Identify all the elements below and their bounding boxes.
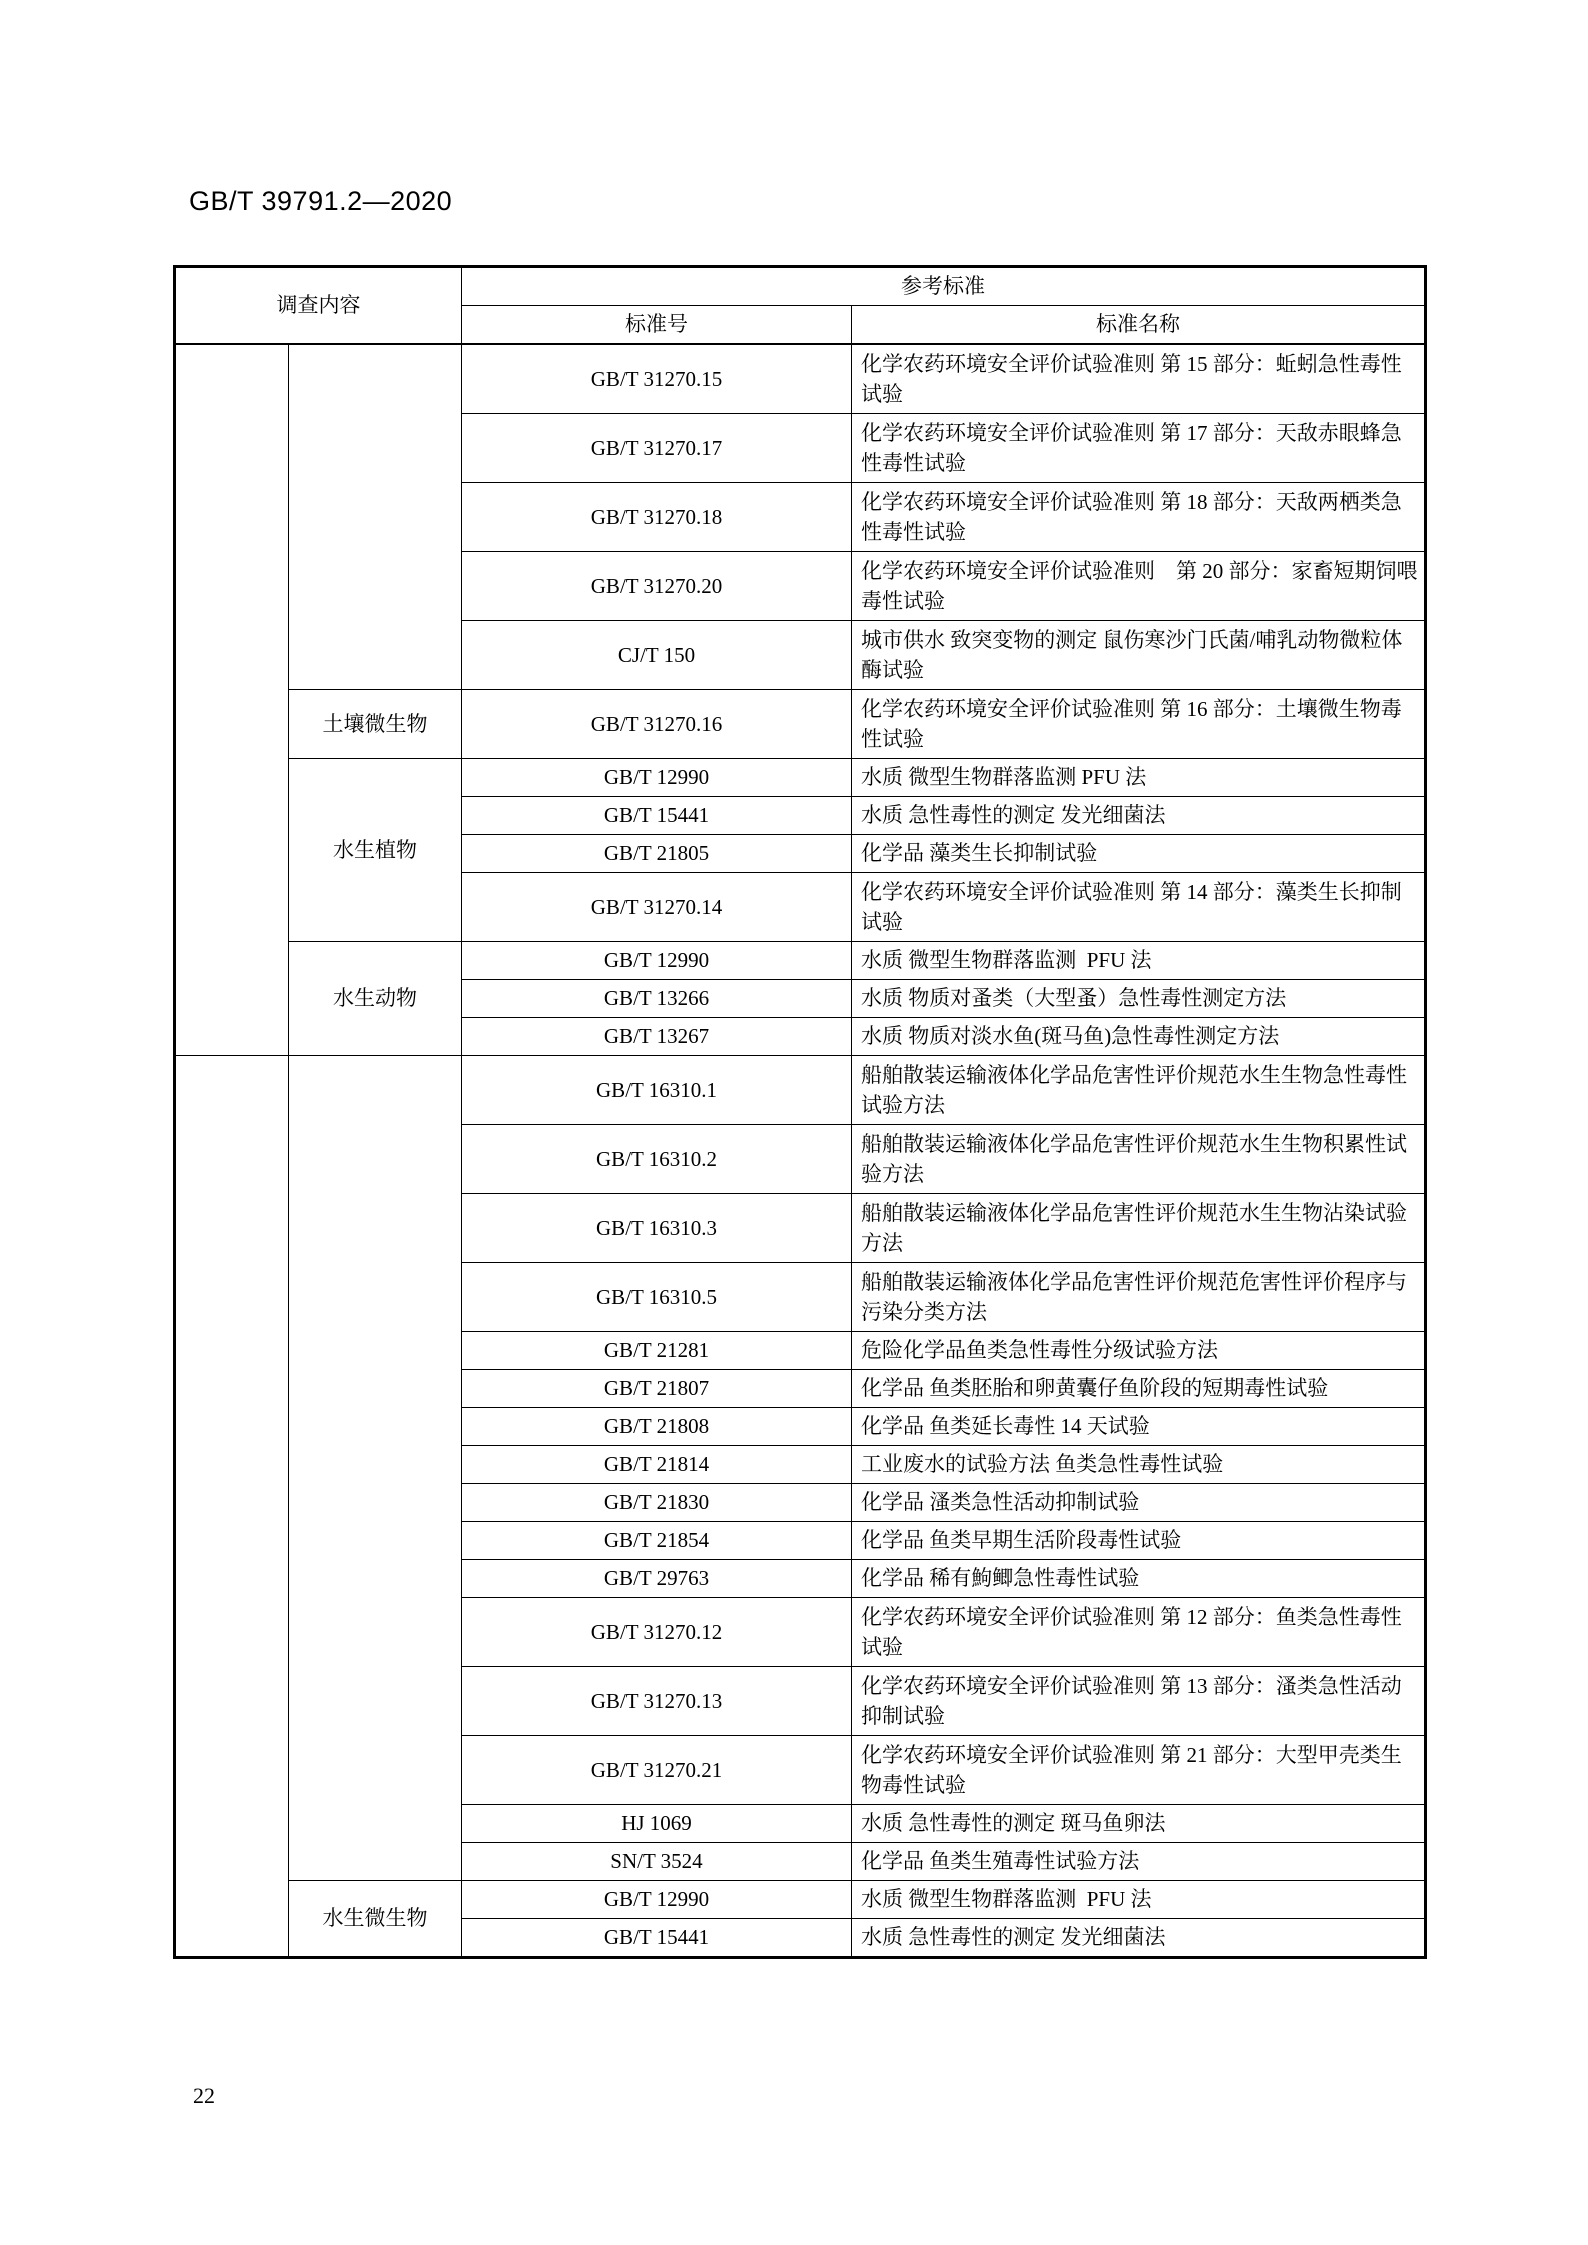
standard-name-cell: 水质 急性毒性的测定 发光细菌法 — [852, 797, 1426, 835]
table-row — [175, 1056, 1426, 1125]
standard-name-cell: 化学品 藻类生长抑制试验 — [852, 835, 1426, 873]
standard-number-cell: GB/T 15441 — [462, 797, 852, 835]
standard-name-cell: 化学农药环境安全评价试验准则 第 13 部分：溞类急性活动抑制试验 — [852, 1667, 1426, 1736]
standard-number-cell: GB/T 31270.21 — [462, 1736, 852, 1805]
standard-name-cell: 化学品 鱼类延长毒性 14 天试验 — [852, 1408, 1426, 1446]
standard-number-cell: GB/T 21814 — [462, 1446, 852, 1484]
table-header — [175, 267, 1426, 345]
standard-number-cell: GB/T 21805 — [462, 835, 852, 873]
standard-name-cell: 城市供水 致突变物的测定 鼠伤寒沙门氏菌/哺乳动物微粒体酶试验 — [852, 621, 1426, 690]
survey-category-cell: 水生微生物 — [289, 1881, 462, 1958]
standard-name-cell: 船舶散装运输液体化学品危害性评价规范水生生物积累性试验方法 — [852, 1125, 1426, 1194]
standard-number-cell: GB/T 31270.16 — [462, 690, 852, 759]
survey-category-cell: 水生动物 — [289, 942, 462, 1056]
table-row — [175, 1881, 1426, 1919]
standard-name-cell: 船舶散装运输液体化学品危害性评价规范危害性评价程序与污染分类方法 — [852, 1263, 1426, 1332]
survey-group-cell — [175, 344, 289, 1056]
standard-number-cell: GB/T 16310.5 — [462, 1263, 852, 1332]
page-number: 22 — [193, 2083, 215, 2108]
standard-number-cell: GB/T 16310.1 — [462, 1056, 852, 1125]
survey-category-cell — [289, 1056, 462, 1881]
survey-category-cell — [289, 344, 462, 690]
standard-number-cell: GB/T 21808 — [462, 1408, 852, 1446]
table-row — [175, 690, 1426, 759]
standard-number-cell: HJ 1069 — [462, 1805, 852, 1843]
standard-name-cell: 化学农药环境安全评价试验准则 第 15 部分：蚯蚓急性毒性试验 — [852, 344, 1426, 414]
standard-name-cell: 化学品 溞类急性活动抑制试验 — [852, 1484, 1426, 1522]
standard-number-cell: GB/T 31270.14 — [462, 873, 852, 942]
survey-group-cell — [175, 1056, 289, 1958]
standard-name-cell: 工业废水的试验方法 鱼类急性毒性试验 — [852, 1446, 1426, 1484]
standard-number-cell: GB/T 31270.13 — [462, 1667, 852, 1736]
standard-number-cell: GB/T 31270.18 — [462, 483, 852, 552]
column-header-standard-name: 标准名称 — [852, 306, 1426, 345]
standard-number-cell: GB/T 29763 — [462, 1560, 852, 1598]
standard-name-cell: 水质 微型生物群落监测 PFU 法 — [852, 759, 1426, 797]
standard-number-cell: CJ/T 150 — [462, 621, 852, 690]
standard-name-cell: 危险化学品鱼类急性毒性分级试验方法 — [852, 1332, 1426, 1370]
standard-name-cell: 水质 物质对淡水鱼(斑马鱼)急性毒性测定方法 — [852, 1018, 1426, 1056]
standard-number-cell: GB/T 12990 — [462, 942, 852, 980]
standard-name-cell: 化学品 鱼类早期生活阶段毒性试验 — [852, 1522, 1426, 1560]
standard-number-cell: GB/T 13266 — [462, 980, 852, 1018]
standard-name-cell: 水质 物质对蚤类（大型蚤）急性毒性测定方法 — [852, 980, 1426, 1018]
standard-name-cell: 水质 急性毒性的测定 斑马鱼卵法 — [852, 1805, 1426, 1843]
standard-name-cell: 水质 微型生物群落监测 PFU 法 — [852, 1881, 1426, 1919]
standard-number-cell: GB/T 31270.20 — [462, 552, 852, 621]
standard-name-cell: 化学农药环境安全评价试验准则 第 16 部分：土壤微生物毒性试验 — [852, 690, 1426, 759]
standard-name-cell: 水质 急性毒性的测定 发光细菌法 — [852, 1919, 1426, 1958]
reference-standards-table — [173, 265, 1427, 1959]
table-body — [175, 344, 1426, 1958]
column-header-survey-content: 调查内容 — [175, 267, 462, 345]
standard-number-cell: GB/T 21281 — [462, 1332, 852, 1370]
survey-category-cell: 土壤微生物 — [289, 690, 462, 759]
standard-name-cell: 化学品 鱼类生殖毒性试验方法 — [852, 1843, 1426, 1881]
standard-number-cell: GB/T 31270.15 — [462, 344, 852, 414]
standard-name-cell: 化学品 鱼类胚胎和卵黄囊仔鱼阶段的短期毒性试验 — [852, 1370, 1426, 1408]
standard-name-cell: 化学农药环境安全评价试验准则 第 21 部分：大型甲壳类生物毒性试验 — [852, 1736, 1426, 1805]
standard-name-cell: 化学农药环境安全评价试验准则 第 20 部分：家畜短期饲喂毒性试验 — [852, 552, 1426, 621]
standard-number-cell: GB/T 15441 — [462, 1919, 852, 1958]
standard-number-cell: GB/T 31270.17 — [462, 414, 852, 483]
standard-name-cell: 船舶散装运输液体化学品危害性评价规范水生生物急性毒性试验方法 — [852, 1056, 1426, 1125]
standard-number-cell: GB/T 21807 — [462, 1370, 852, 1408]
document-code-header: GB/T 39791.2—2020 — [189, 186, 453, 216]
standard-name-cell: 化学农药环境安全评价试验准则 第 17 部分：天敌赤眼蜂急性毒性试验 — [852, 414, 1426, 483]
standard-name-cell: 化学品 稀有鮈鲫急性毒性试验 — [852, 1560, 1426, 1598]
standard-number-cell: GB/T 16310.3 — [462, 1194, 852, 1263]
standard-name-cell: 化学农药环境安全评价试验准则 第 12 部分：鱼类急性毒性试验 — [852, 1598, 1426, 1667]
table-row — [175, 344, 1426, 414]
standard-number-cell: GB/T 13267 — [462, 1018, 852, 1056]
survey-category-cell: 水生植物 — [289, 759, 462, 942]
table-row — [175, 759, 1426, 797]
standard-name-cell: 船舶散装运输液体化学品危害性评价规范水生生物沾染试验方法 — [852, 1194, 1426, 1263]
standard-name-cell: 化学农药环境安全评价试验准则 第 18 部分：天敌两栖类急性毒性试验 — [852, 483, 1426, 552]
standard-number-cell: GB/T 21830 — [462, 1484, 852, 1522]
column-header-reference-standard: 参考标准 — [462, 267, 1426, 306]
standard-number-cell: GB/T 12990 — [462, 1881, 852, 1919]
column-header-standard-number: 标准号 — [462, 306, 852, 345]
standard-number-cell: GB/T 21854 — [462, 1522, 852, 1560]
standard-number-cell: GB/T 12990 — [462, 759, 852, 797]
table-row — [175, 942, 1426, 980]
standard-number-cell: GB/T 31270.12 — [462, 1598, 852, 1667]
standard-name-cell: 化学农药环境安全评价试验准则 第 14 部分：藻类生长抑制试验 — [852, 873, 1426, 942]
standard-number-cell: GB/T 16310.2 — [462, 1125, 852, 1194]
standard-number-cell: SN/T 3524 — [462, 1843, 852, 1881]
standard-name-cell: 水质 微型生物群落监测 PFU 法 — [852, 942, 1426, 980]
table-header-row-1 — [175, 267, 1426, 306]
